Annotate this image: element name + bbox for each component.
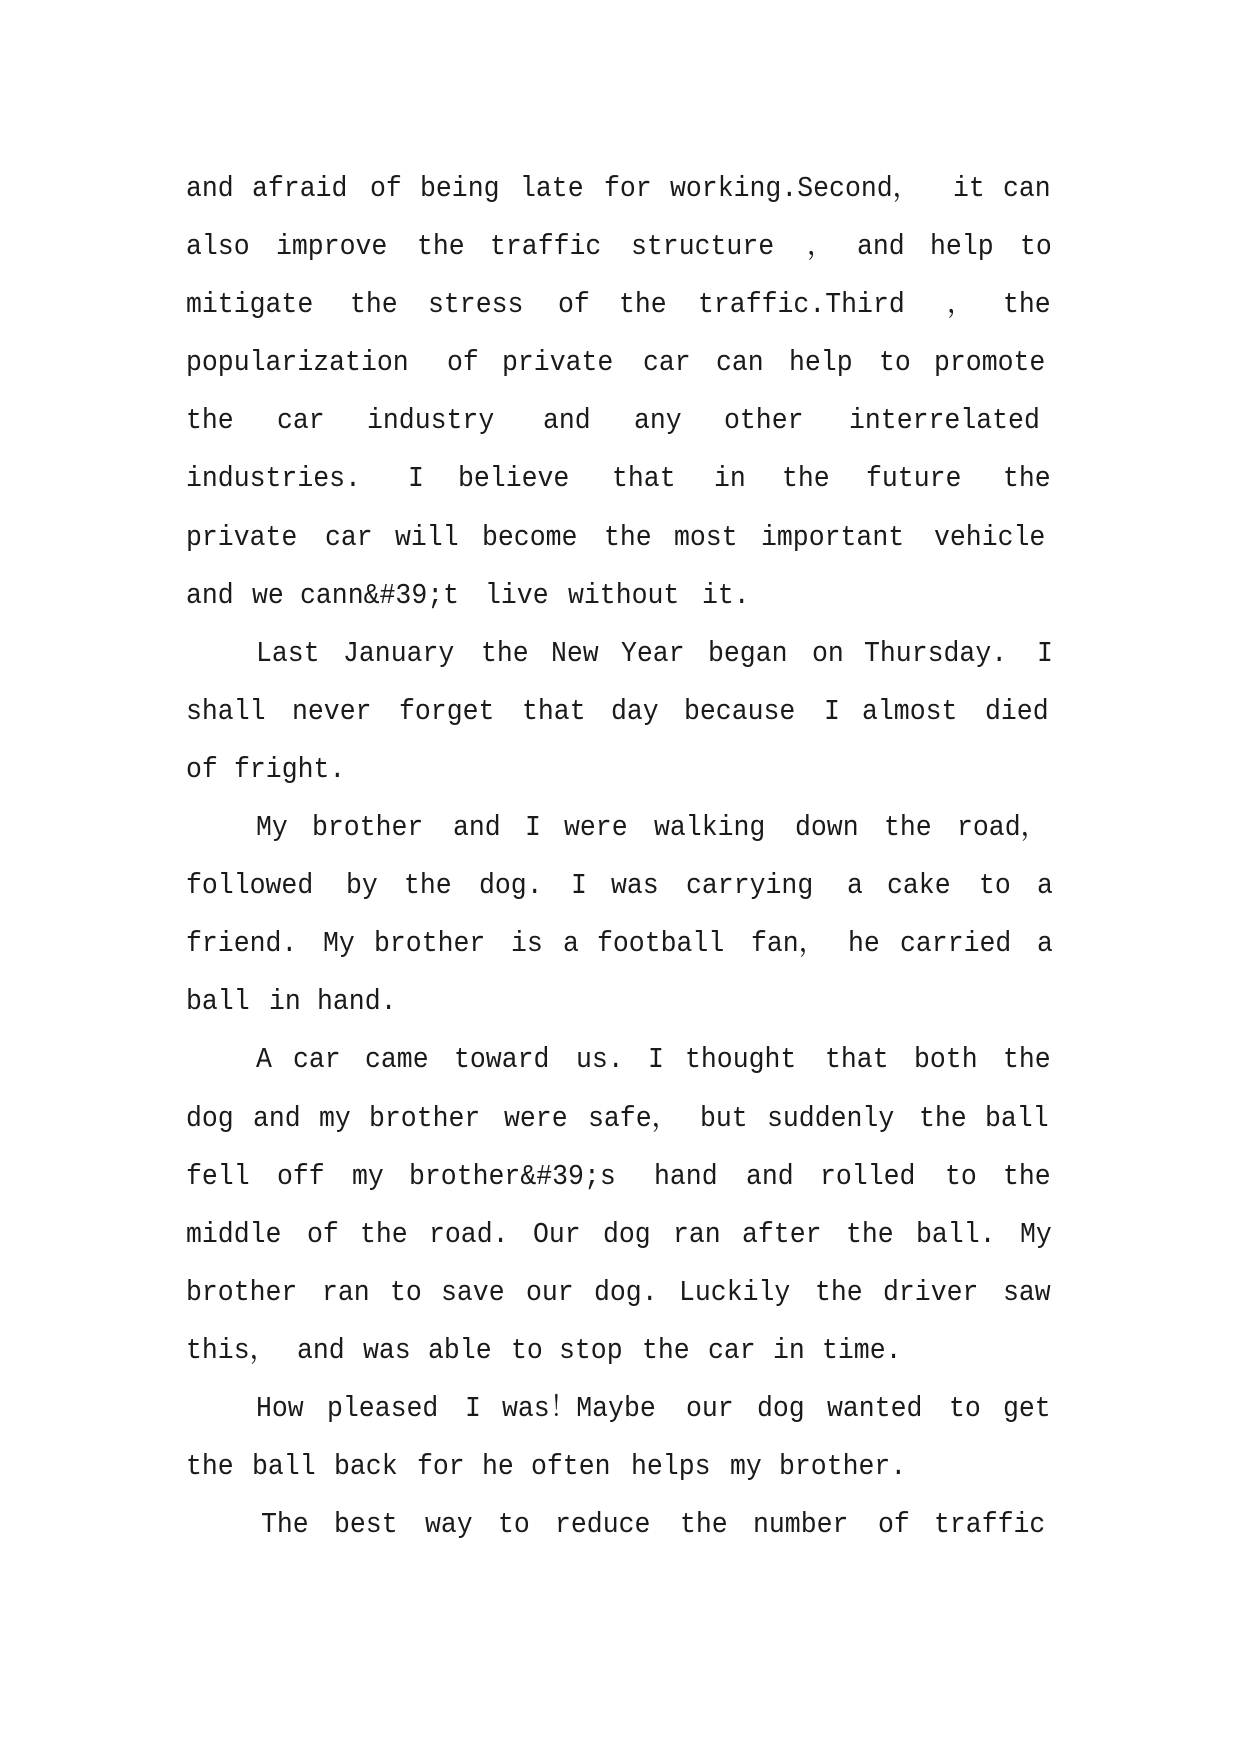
text-word: our [686,1391,735,1425]
text-line [186,1322,1054,1380]
text-word: will [394,520,459,554]
text-word: carried [899,927,1012,961]
text-word: to [390,1275,423,1309]
text-word: brother&#39;s [408,1159,616,1193]
text-word: help [929,230,994,264]
text-word: to [498,1508,531,1542]
text-word: working.Second， [670,172,920,205]
text-word: brother [186,1275,298,1309]
text-word: down [794,811,859,845]
text-word: the [417,230,465,264]
text-word: back [334,1450,398,1484]
text-word: of [557,288,590,322]
text-word: forget [398,694,495,728]
text-line [186,276,1054,334]
text-word: wanted [827,1391,923,1425]
text-line [186,1206,1054,1264]
text-word: The [261,1508,309,1542]
text-word: I [407,462,424,496]
text-word: car [276,404,325,438]
text-word: followed [186,869,314,903]
text-word: I [570,869,587,903]
text-word: live [485,578,549,612]
text-word: driver [883,1275,979,1309]
text-word: carrying [686,869,814,903]
text-word: a [1036,869,1053,903]
text-word: the [619,288,667,322]
text-word: the [186,404,234,438]
text-word: the [1002,1159,1051,1193]
text-line [186,799,1054,857]
text-word: A [256,1043,272,1077]
text-word: hand. [317,985,397,1019]
text-word: My [322,927,355,961]
text-word: pleased [326,1391,438,1425]
text-word: a [1036,927,1053,961]
text-word: ball [186,985,250,1019]
text-line [186,1264,1054,1322]
text-line [186,1438,1054,1496]
text-word: brother. [778,1450,907,1484]
text-word: popularization [186,346,409,380]
document-body [186,160,1054,1554]
text-word: fan， [751,927,826,961]
text-word: interrelated [848,404,1040,438]
text-word: were [563,811,628,845]
text-line [186,683,1054,741]
text-word: cake [887,869,951,903]
text-line [186,1090,1054,1148]
text-word: friend. [186,927,298,961]
text-word: in [268,985,301,1019]
text-word: the [884,811,933,845]
text-word: private [186,520,298,554]
text-word: the [1002,1043,1051,1077]
text-word: a [562,927,579,961]
text-word: stop [559,1333,624,1367]
text-line [186,1148,1054,1206]
text-word: a [846,869,863,903]
text-word: because [683,694,795,728]
text-word: industries. [186,462,361,496]
text-word: to [1019,230,1052,264]
text-word: was [611,869,660,903]
text-word: us. [576,1043,625,1077]
text-word: thought [685,1043,797,1077]
text-word: in [713,462,746,496]
text-line [186,450,1054,508]
text-word: suddenly [766,1101,894,1135]
text-word: road， [957,811,1048,845]
text-word: January [342,636,455,670]
text-word: hand [654,1159,718,1193]
text-line [186,567,1054,625]
text-word: other [724,404,804,438]
text-word: was [362,1333,411,1367]
text-word: of [186,752,218,786]
text-word: both [913,1043,978,1077]
text-word: we [251,578,284,612]
text-word: died [985,694,1050,728]
text-word: way [425,1508,473,1542]
text-word: often [530,1450,611,1484]
text-word: this， [186,1333,277,1367]
text-line [186,1380,1054,1438]
text-word: future [866,462,962,496]
text-word: New [550,636,599,670]
text-word: of [307,1217,339,1251]
text-word: car [643,346,692,380]
text-word: car [707,1333,756,1367]
text-line [186,741,1054,799]
text-word: also [186,230,250,264]
text-word: middle [186,1217,282,1251]
text-word: promote [934,346,1046,380]
text-word: toward [453,1043,549,1077]
text-word: our [526,1275,574,1309]
text-word: I [647,1043,664,1077]
text-word: the [186,1450,234,1484]
text-word: brother [368,1101,481,1135]
text-word: helps [630,1450,711,1484]
text-word: the [404,869,452,903]
text-word: rolled [819,1159,916,1193]
text-word: vehicle [934,520,1046,554]
text-word: and [186,172,234,205]
text-word: and [543,404,591,438]
text-word: fell [186,1159,250,1193]
text-word: for [416,1450,465,1484]
text-word: ball [251,1450,316,1484]
text-word: being [419,172,500,205]
text-word: by [346,869,379,903]
text-word: How [256,1391,304,1425]
text-word: dog. [594,1275,658,1309]
text-word: afraid [252,172,348,205]
text-word: mitigate [186,288,314,322]
text-word: to [979,869,1011,903]
text-word: I [525,811,542,845]
text-line [186,509,1054,567]
text-word: off [277,1159,326,1193]
text-line [186,334,1054,392]
text-word: the [603,520,652,554]
text-word: in [773,1333,806,1367]
text-word: save [441,1275,505,1309]
text-word: was！Maybe [501,1391,656,1425]
text-word: time. [821,1333,902,1367]
text-word: he [482,1450,515,1484]
text-word: the [349,288,398,322]
text-word: my [730,1450,763,1484]
text-word: to [878,346,911,380]
text-word: the [815,1275,864,1309]
text-word: structure [631,230,775,264]
text-word: were [503,1101,568,1135]
text-word: cann&#39;t [300,578,460,612]
text-line [186,392,1054,450]
text-word: ball [985,1101,1050,1135]
text-line [186,973,1054,1031]
text-word: improve [275,230,388,264]
text-word: my [319,1101,352,1135]
text-word: and [297,1333,345,1367]
text-word: is [511,927,544,961]
text-word: traffic [934,1508,1046,1542]
text-word: I [1036,636,1053,670]
text-word: for [603,172,652,205]
text-word: dog [602,1217,651,1251]
text-word: that [611,462,676,496]
text-word: the [1002,462,1051,496]
text-word: to [949,1391,981,1425]
text-word: Thursday. [864,636,1008,670]
text-line [186,1496,1054,1554]
text-word: the [642,1333,690,1367]
text-word: My [256,811,288,845]
text-word: of [877,1508,910,1542]
text-word: brother [311,811,423,845]
text-word: my [351,1159,384,1193]
text-word: fright. [234,752,346,786]
text-word: car [293,1043,342,1077]
text-word: believe [458,462,570,496]
text-word: car [324,520,373,554]
text-word: the [918,1101,967,1135]
text-word: of [446,346,479,380]
text-word: can [716,346,764,380]
text-word: I [465,1391,482,1425]
text-word: without [567,578,680,612]
text-word: Year [620,636,685,670]
text-word: day [611,694,660,728]
text-word: of [370,172,403,205]
text-word: My [1019,1217,1052,1251]
text-word: shall [186,694,266,728]
text-word: dog [756,1391,805,1425]
text-word: the [846,1217,894,1251]
text-word: become [482,520,578,554]
text-word: but [699,1101,748,1135]
text-word: football [597,927,725,961]
text-word: and [856,230,905,264]
text-word: ， [806,230,834,264]
text-word: he [848,927,881,961]
text-line [186,160,1054,218]
text-word: get [1002,1391,1051,1425]
text-word: the [1002,288,1051,322]
text-word: began [707,636,788,670]
text-word: traffic [490,230,602,264]
text-word: able [428,1333,492,1367]
text-word: saw [1002,1275,1051,1309]
text-line [186,218,1054,276]
text-word: traffic.Third [697,288,905,322]
text-word: reduce [554,1508,651,1542]
text-word: the [359,1217,408,1251]
text-line [186,915,1054,973]
text-word: can [1002,172,1051,205]
text-word: industry [367,404,495,438]
text-word: the [481,636,529,670]
text-word: to [945,1159,978,1193]
text-word: never [292,694,372,728]
text-word: and [186,578,234,612]
text-word: best [334,1508,399,1542]
text-word: ran [672,1217,721,1251]
text-word: it [953,172,986,205]
text-line [186,857,1054,915]
text-word: most [674,520,738,554]
text-line [186,1031,1054,1089]
text-word: ran [322,1275,371,1309]
text-word: dog. [478,869,543,903]
text-word: help [788,346,853,380]
text-word: any [633,404,682,438]
text-word: came [364,1043,429,1077]
text-word: private [502,346,614,380]
text-word: almost [862,694,958,728]
text-word: on [811,636,844,670]
text-word: ball. [915,1217,996,1251]
text-word: ， [947,288,974,322]
text-word: the [679,1508,728,1542]
text-word: Our [533,1217,581,1251]
text-word: road. [429,1217,509,1251]
text-word: walking [653,811,765,845]
text-line [186,625,1054,683]
text-word: that [825,1043,889,1077]
text-word: it. [701,578,750,612]
text-word: safe， [587,1101,678,1135]
text-word: that [522,694,586,728]
text-word: Luckily [679,1275,791,1309]
text-word: I [824,694,841,728]
text-word: to [510,1333,543,1367]
text-word: important [761,520,905,554]
text-word: dog [186,1101,234,1135]
text-word: late [520,172,584,205]
text-word: stress [428,288,524,322]
text-word: Last [256,636,320,670]
text-word: and [252,1101,301,1135]
text-word: and [745,1159,794,1193]
text-word: the [781,462,830,496]
text-word: after [742,1217,822,1251]
text-word: number [753,1508,849,1542]
text-word: brother [374,927,486,961]
text-word: and [452,811,501,845]
